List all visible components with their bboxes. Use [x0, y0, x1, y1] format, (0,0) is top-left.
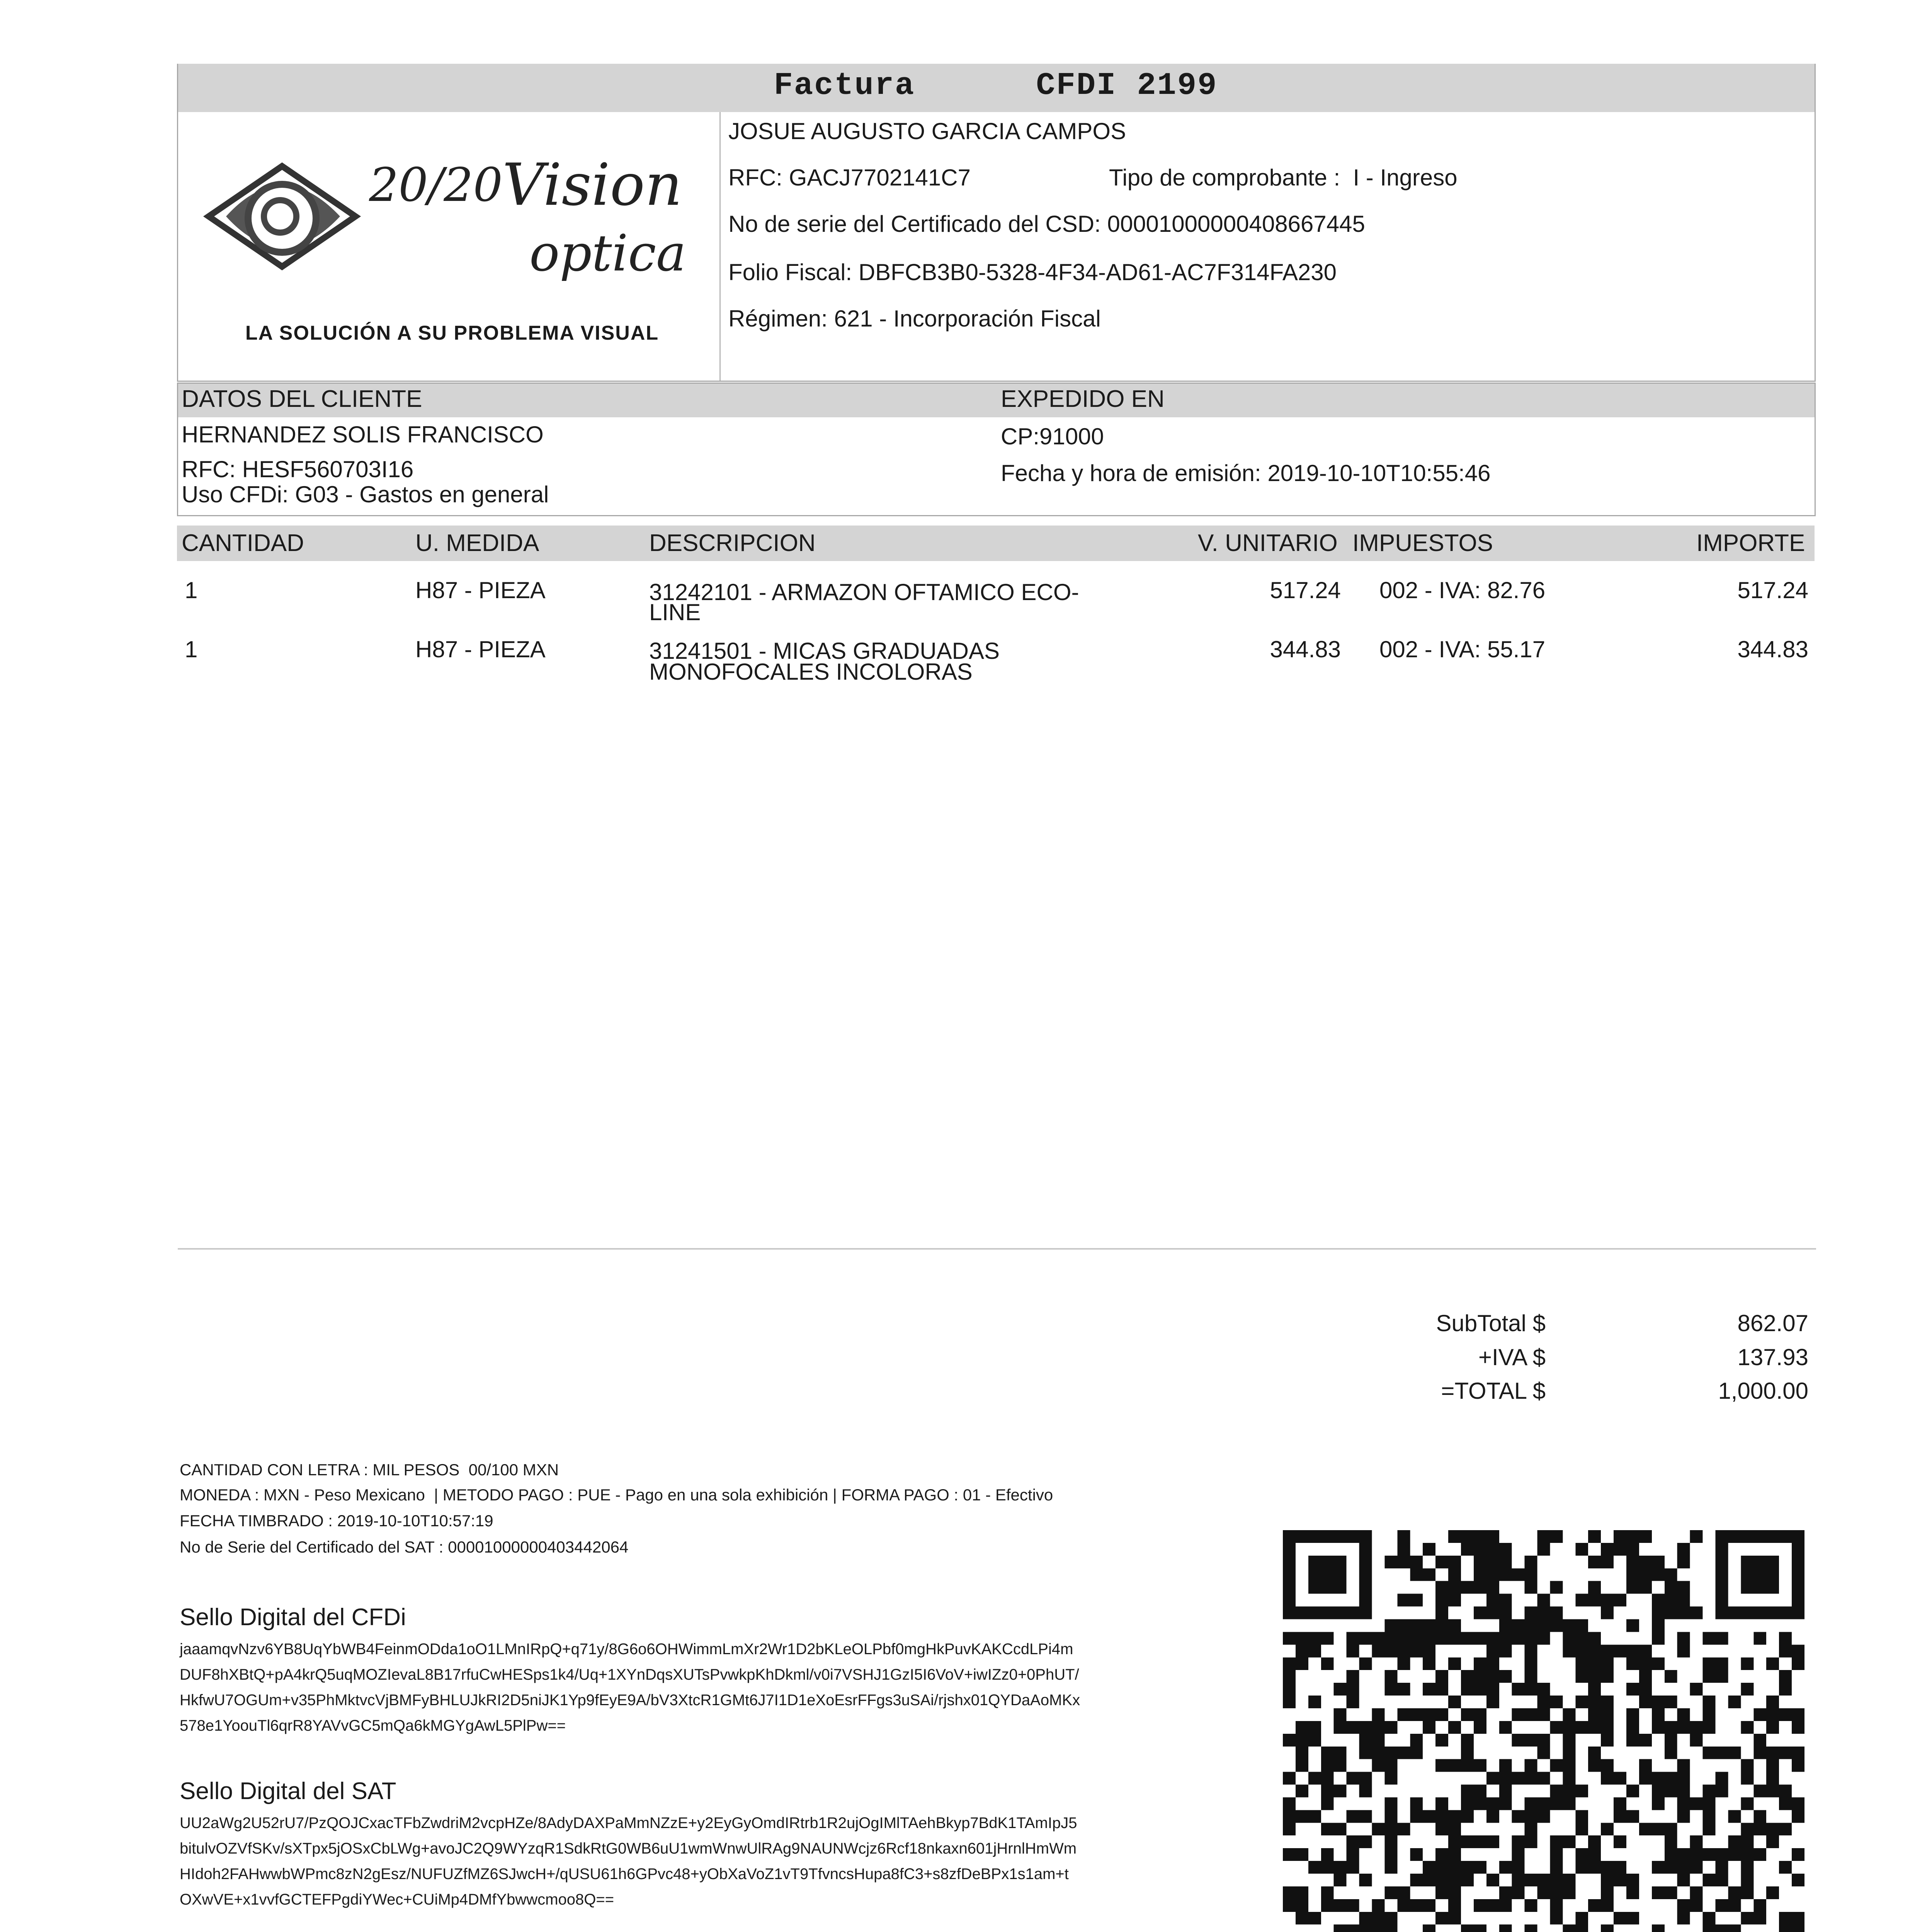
serie-sat: No de Serie del Certificado del SAT : 00001000000403442064	[180, 1538, 629, 1556]
client-section-label: DATOS DEL CLIENTE	[182, 386, 422, 412]
row2-cantidad: 1	[185, 636, 198, 662]
col-cantidad: CANTIDAD	[182, 530, 304, 556]
total-label: =TOTAL $	[1441, 1378, 1546, 1404]
client-rfc: RFC: HESF560703I16	[182, 456, 414, 482]
logo-tagline: LA SOLUCIÓN A SU PROBLEMA VISUAL	[245, 322, 659, 344]
sello-sat-body	[180, 1810, 1231, 1912]
iva-label: +IVA $	[1478, 1344, 1546, 1370]
expedido-section-label: EXPEDIDO EN	[1001, 386, 1165, 412]
sello-cfdi-line: 578e1YoouTl6qrR8YAVvGC5mQa6kMGYgAwL5PlPw==	[180, 1717, 566, 1734]
eye-logo-icon	[193, 139, 711, 317]
total-value: 1,000.00	[1718, 1378, 1808, 1404]
sello-sat-line: OXwVE+x1vvfGCTEFPgdiYWec+CUiMp4DMfYbwwcmoo8Q==	[180, 1891, 614, 1908]
sello-cfdi-body	[180, 1636, 1231, 1738]
client-uso-cfdi: Uso CFDi: G03 - Gastos en general	[182, 481, 549, 507]
row1-unitario: 517.24	[1270, 577, 1341, 603]
row2-descripcion-1: 31241501 - MICAS GRADUADAS	[649, 638, 1000, 664]
fecha-timbrado: FECHA TIMBRADO : 2019-10-10T10:57:19	[180, 1512, 493, 1530]
sello-cfdi-title: Sello Digital del CFDi	[180, 1604, 406, 1631]
moneda-metodo-forma: MONEDA : MXN - Peso Mexicano | METODO PAGO : PUE - Pago en una sola exhibición | FORMA PAGO : 01 - Efectivo	[180, 1486, 1053, 1504]
serie-certificado: No de serie del Certificado del CSD: 00001000000408667445	[728, 211, 1365, 237]
col-unitario: V. UNITARIO	[1198, 530, 1338, 556]
row1-importe: 517.24	[1737, 577, 1808, 603]
expedido-cp: CP:91000	[1001, 423, 1104, 449]
subtotal-value: 862.07	[1737, 1310, 1808, 1336]
col-descripcion: DESCRIPCION	[649, 530, 816, 556]
row1-descripcion-2: LINE	[649, 599, 701, 625]
col-unidad: U. MEDIDA	[415, 530, 539, 556]
col-importe: IMPORTE	[1696, 530, 1805, 556]
row2-unidad: H87 - PIEZA	[415, 636, 546, 662]
sello-cfdi-line: jaaamqvNzv6YB8UqYbWB4FeinmODda1oO1LMnIRpQ+q71y/8G6o6OHWimmLmXr2Wr1D2bKLeOLPbf0mgHkPuvKAKCcdLPi4m	[180, 1641, 1073, 1658]
sello-sat-title: Sello Digital del SAT	[180, 1778, 396, 1804]
row1-cantidad: 1	[185, 577, 198, 603]
logo-brand-word: Vision	[502, 151, 682, 219]
client-name: HERNANDEZ SOLIS FRANCISCO	[182, 422, 544, 447]
items-separator	[178, 1248, 1816, 1250]
issuer-name: JOSUE AUGUSTO GARCIA CAMPOS	[728, 118, 1126, 144]
row1-descripcion-1: 31242101 - ARMAZON OFTAMICO ECO-	[649, 579, 1079, 605]
row2-descripcion-2: MONOFOCALES INCOLORAS	[649, 659, 973, 685]
cantidad-letra: CANTIDAD CON LETRA : MIL PESOS 00/100 MXN	[180, 1461, 559, 1479]
sello-sat-line: UU2aWg2U52rU7/PzQOJCxacTFbZwdriM2vcpHZe/8AdyDAXPaMmNZzE+y2EyGyOmdIRtrb1R2ujOgIMlTAehBkyp7BdK1TAmIpJ5	[180, 1815, 1077, 1832]
row1-impuestos: 002 - IVA: 82.76	[1379, 577, 1546, 603]
iva-value: 137.93	[1737, 1344, 1808, 1370]
folio-fiscal: Folio Fiscal: DBFCB3B0-5328-4F34-AD61-AC7F314FA230	[728, 259, 1337, 285]
row1-unidad: H87 - PIEZA	[415, 577, 546, 603]
sello-sat-line: HIdoh2FAHwwbWPmc8zN2gEsz/NUFUZfMZ6SJwcH+/qUSU61h6GPvc48+yObXaVoZ1vT9TfvncsHupa8fC3+s8zfDeBPx1s1am+t	[180, 1866, 1069, 1883]
logo-brand-number: 20/20	[369, 158, 503, 212]
qr-code-icon	[1283, 1530, 1804, 1932]
regimen: Régimen: 621 - Incorporación Fiscal	[728, 306, 1101, 332]
logo-brand-sub: optica	[529, 224, 686, 282]
issuer-rfc: RFC: GACJ7702141C7	[728, 165, 971, 190]
expedido-fecha: Fecha y hora de emisión: 2019-10-10T10:55:46	[1001, 460, 1491, 486]
sello-cfdi-line: HkfwU7OGUm+v35PhMktvcVjBMFyBHLUJkRI2D5niJK1Yp9fEyE9A/bV3XtcR1GMt6J7I1D1eXoEsrFFgs3uSAi/rjshx01QYDaAoMKx	[180, 1692, 1080, 1709]
invoice-title: Factura CFDI 2199	[774, 68, 1218, 104]
subtotal-label: SubTotal $	[1436, 1310, 1546, 1336]
row2-impuestos: 002 - IVA: 55.17	[1379, 636, 1546, 662]
row2-unitario: 344.83	[1270, 636, 1341, 662]
tipo-comprobante: Tipo de comprobante : I - Ingreso	[1109, 165, 1458, 190]
col-impuestos: IMPUESTOS	[1352, 530, 1493, 556]
row2-importe: 344.83	[1737, 636, 1808, 662]
sello-cfdi-line: DUF8hXBtQ+pA4krQ5uqMOZIevaL8B17rfuCwHESps1k4/Uq+1XYnDqsXUTsPvwkpKhDkml/v0i7VSHJ1GzI5I6VoV+iwIZz0+0PhUT/	[180, 1666, 1079, 1683]
sello-sat-line: bitulvOZVfSKv/sXTpx5jOSxCbLWg+avoJC2Q9WYzqR1SdkRtG0WB6uU1wmWnwUlRAg9NAUNWcjz6Rcf18nkaxn601jHrnlHmWm	[180, 1840, 1077, 1857]
header-divider	[719, 112, 721, 381]
